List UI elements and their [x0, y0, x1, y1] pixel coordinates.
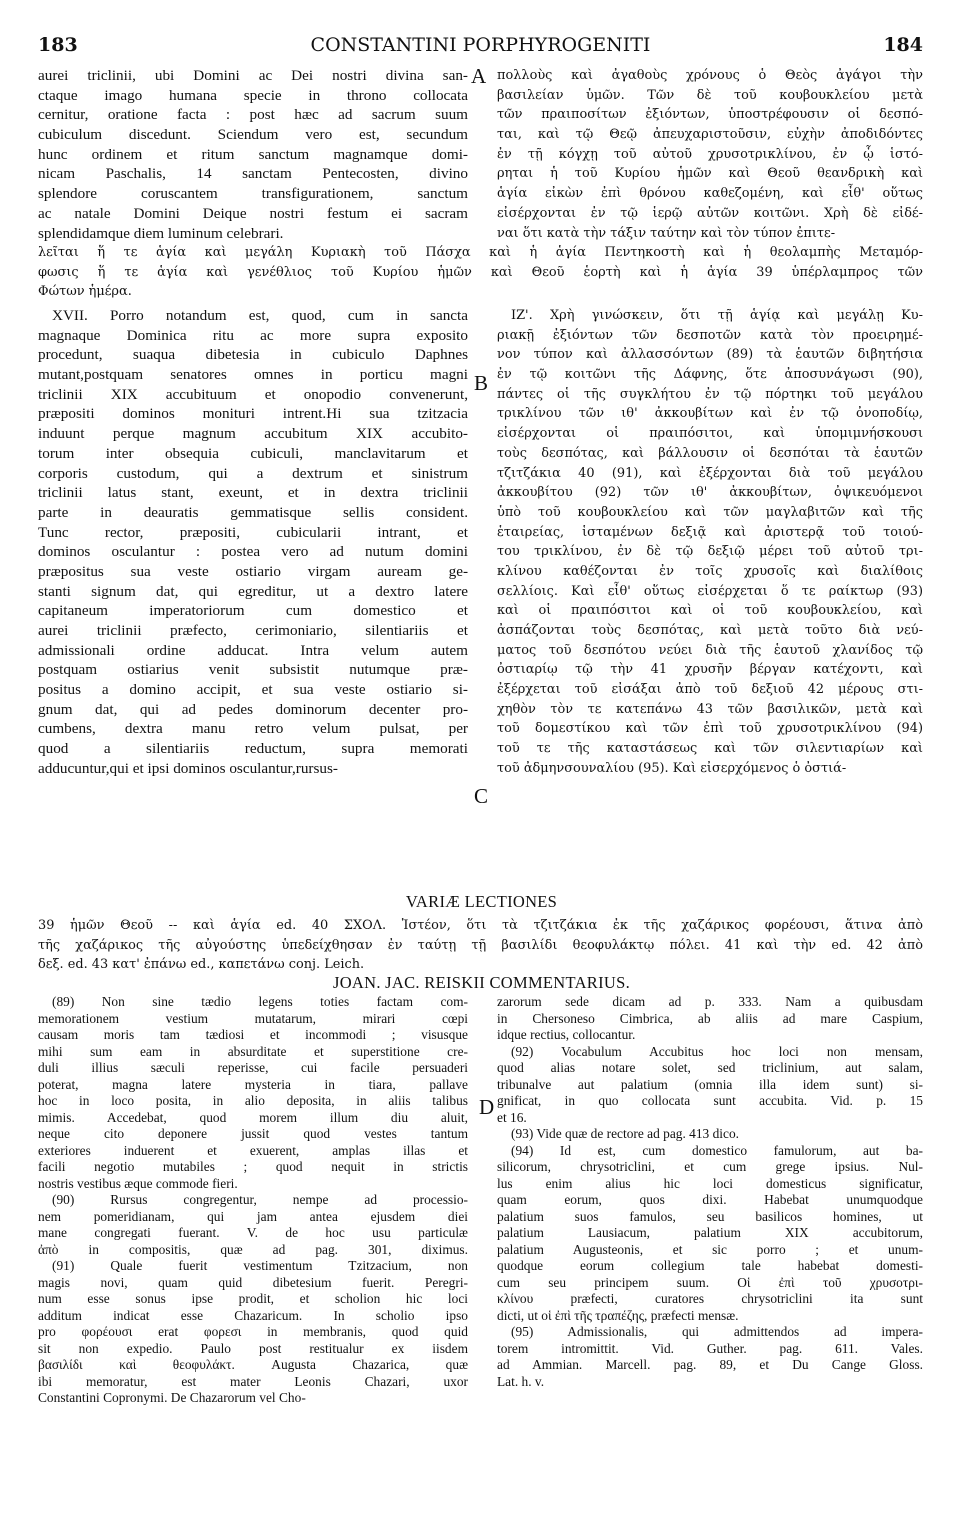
- text-line: num esse sonus ipse prodit, et scholion hic loci: [38, 1291, 468, 1306]
- greek-column-chapter-iz: [497, 306, 923, 779]
- text-line: τοῦ δομεστίκου καὶ τῶν ἐπὶ τοῦ χρυσοτρικλίνου (94): [497, 721, 923, 737]
- margin-marker-a: A: [471, 64, 487, 88]
- text-line: poterat, magna latere mysteria in tiara, pallave: [38, 1076, 468, 1092]
- text-line: λεῖται ἥ τε ἁγία καὶ μεγάλη Κυριακὴ τοῦ Πάσχα καὶ ἡ ἁγία Πεντηκοστὴ καὶ ἡ θεολαμπὴς Μεταμόρ-: [38, 245, 923, 260]
- text-line: ctaque imago humana specie in throno collocata: [38, 86, 468, 104]
- text-line: quam eorum, quos dixi. Habebat unumquodque: [497, 1192, 923, 1207]
- text-line: XVII. Porro notandum est, quod, cum in sancta: [52, 307, 468, 324]
- text-line: ἀπὸ in compositis, quæ ad pag. 301, diximus.: [38, 1241, 468, 1257]
- text-line: duli illius sæculi reperisse, cui facile persuaderi: [38, 1060, 468, 1075]
- text-line: triclinii latus stant, exeunt, et in dextra triclinii: [38, 484, 468, 502]
- text-line: splendidamque diem luminum celebrari.: [38, 224, 284, 242]
- text-line: corporis custodum, qui a dextrum et sinistrum: [38, 464, 468, 482]
- text-line: induunt perque magnum accubitum XIX accubito-: [38, 425, 468, 443]
- text-line: silicorum, chrysotriclini, et cum grege ipsius. Nul-: [497, 1159, 923, 1174]
- text-line: τρικλίνου τῶν ιθ' ἀκκουβίτων καὶ ἐν τῷ ὀνοποδίῳ,: [497, 406, 923, 422]
- text-line: mane congregati fuerant. V. de hoc usu particulæ: [38, 1225, 468, 1240]
- text-line: mimis. Accedebat, quod morem illum diu aluit,: [38, 1109, 468, 1125]
- text-line: tribunalve aut palatium (omnia illa idem sunt) si-: [497, 1076, 923, 1092]
- text-line: gnificat, in quo collocata sunt accubita. Vid. p. 15: [497, 1093, 923, 1108]
- text-line: Constantini Copronymi. De Chazarorum vel Cho-: [38, 1390, 306, 1405]
- text-line: splendore coruscantem transfigurationem, sanctum: [38, 185, 468, 203]
- text-line: δεξ. ed. 43 κατ' ἐπάνω ed., καπετάνω conj. Leich.: [38, 957, 365, 973]
- margin-marker-c: C: [474, 784, 489, 808]
- text-line: hoc in loco posita, in alio deposita, in aliis talibus: [38, 1093, 468, 1108]
- text-line: ματος τοῦ δεσπότου νεύει διὰ τῆς ἑαυτοῦ χλανίδος τῷ: [497, 642, 923, 658]
- text-line: ἑταιρείας, ἱσταμένων δεξιᾷ καὶ ἀριστερᾷ τοῦ τοιού-: [497, 524, 923, 540]
- text-line: palatium Lausiacum, palatium XIX accubitorum,: [497, 1225, 923, 1240]
- commentary-column-left: [38, 994, 468, 1407]
- text-line: εἰσέρχονται ἐν τῷ ἱερῷ αὐτῶν κοιτῶνι. Χρὴ δὲ εἰδέ-: [497, 205, 923, 221]
- text-line: hunc ordinem et ritum sanctum magnamque domi-: [38, 145, 468, 163]
- text-line: sit non expedio. Paulo post restitualur ex iisdem: [38, 1340, 468, 1356]
- text-line: capitaneum imperatoriorum cum domestico et: [38, 602, 468, 620]
- text-line: quodque eorum collegium tale habebat domesti-: [497, 1258, 923, 1273]
- text-line: nicam Paschalis, 14 sanctam Pentecosten, divino: [38, 165, 468, 183]
- text-line: palatium suos famulos, seu basilicos homines, ut: [497, 1208, 923, 1224]
- greek-column-top: [497, 66, 923, 243]
- variae-lectiones-heading: VARIÆ LECTIONES: [405, 892, 558, 911]
- text-line: nostris vestibus æque commode fieri.: [38, 1175, 238, 1191]
- text-line: ἐν τῇ κόγχῃ τοῦ αὐτοῦ χρυσοτρικλίνου, ἐν ᾧ ἱστό-: [497, 146, 923, 162]
- text-line: dicti, ut οἱ ἐπὶ τῆς τραπέζης, præfecti mensæ.: [497, 1307, 739, 1323]
- text-line: mihi sum eam in absurditate et superstitione cre-: [38, 1043, 468, 1059]
- text-line: zarorum sede dicam ad p. 333. Nam a quibusdam: [497, 994, 923, 1009]
- text-line: τῆς χαζάρικος τῆς αὐγούστης ὑπεδείχθησαν ἐν ταύτῃ τῇ βασιλίδι θεοφυλάκτῳ πόλει. 41 καὶ τὴν ed. 42 ἀπὸ: [38, 937, 923, 953]
- text-line: adducuntur,qui et ipsi dominos osculantur,rursus-: [38, 759, 338, 777]
- text-line: (93) Vide quæ de rectore ad pag. 413 dico.: [511, 1126, 740, 1141]
- text-line: (95) Admissionalis, qui admittendos ad impera-: [511, 1324, 923, 1339]
- greek-full-width: [38, 243, 923, 302]
- text-line: aurei triclinii, ubi Domini ac Dei nostri divina san-: [38, 67, 468, 84]
- text-line: facili negotio mutabiles ; quod nequit in strictis: [38, 1159, 468, 1174]
- text-line: πολλοὺς καὶ ἀγαθοὺς χρόνους ὁ Θεὸς ἀγάγοι τὴν: [497, 68, 923, 83]
- text-line: τοὺς δεσπότας, καὶ βάλλουσιν οἱ δεσπόται τὰ ἑαυτῶν: [497, 445, 923, 461]
- text-line: ται, καὶ τῷ Θεῷ ἀπευχαριστοῦσιν, εὐχὴν ἀποδιδόντες: [497, 127, 923, 143]
- text-line: præpositus sua veste ostiario virgam auream ge-: [38, 562, 468, 580]
- text-line: ΙΖ'. Χρὴ γινώσκειν, ὅτι τῇ ἁγίᾳ καὶ μεγάλῃ Κυ-: [511, 308, 923, 323]
- text-line: causam moris tam tædiosi et incommodi ; visusque: [38, 1027, 468, 1042]
- text-line: magis novi, quam quid dibetesium fuerit. Peregri-: [38, 1274, 468, 1290]
- text-line: τῶν πραιποσίτων ἐξιόντων, ὑποστρέφουσιν οἱ δεσπό-: [497, 107, 923, 123]
- text-line: ρηται ἡ τοῦ Κυρίου ἡμῶν καὶ Θεοῦ θεανδρικὴ καὶ: [497, 166, 923, 182]
- running-title: CONSTANTINI PORPHYROGENITI: [310, 34, 651, 56]
- latin-column-top: [38, 66, 468, 243]
- text-line: additum indicat esse Chazaricum. In scholio ipso: [38, 1307, 468, 1323]
- text-line: dominos osculantur : postea vero ad nutum domini: [38, 543, 468, 561]
- text-line: (89) Non sine tædio legens toties factam com-: [52, 994, 468, 1009]
- text-line: κλίνου præfecti, curatores chrysotriclini ita sunt: [497, 1291, 923, 1306]
- text-line: τοῦ ἀδμηνσουναλίου (95). Καὶ εἰσερχόμενος ὁ ὀστιά-: [497, 760, 847, 776]
- text-line: nem pomeridianam, qui jam antea ejusdem diei: [38, 1208, 468, 1224]
- text-line: mutant,postquam senatores omnes in porticu magni: [38, 366, 468, 384]
- latin-column-chapter-xvii: [38, 306, 468, 779]
- text-line: quod a silentiariis reductum, supra memorati: [38, 740, 468, 758]
- text-line: του τρικλίνου, ἐν δὲ τῷ δεξιῷ μέρει τοῦ αὐτοῦ τρι-: [497, 544, 923, 560]
- text-line: ἁγία εἰκὼν ἐπὶ θρόνου καθεζομένη, καὶ εἶθ' οὕτως: [497, 186, 923, 202]
- text-line: (94) Id est, cum domestico famulorum, aut ba-: [511, 1142, 923, 1158]
- commentary-column-right: [497, 994, 923, 1390]
- text-line: pro φορέουσι erat φορεσι in membranis, quod quid: [38, 1324, 468, 1339]
- text-line: postquam ostiarius venit subsistit nutumque præ-: [38, 661, 468, 679]
- variae-lectiones: [38, 916, 923, 975]
- text-line: Lat. h. v.: [497, 1373, 545, 1389]
- text-line: ἀσπάζονται τοὺς δεσπότας, καὶ μετὰ τοῦτο διὰ νεύ-: [497, 623, 923, 638]
- text-line: 39 ἡμῶν Θεοῦ -- καὶ ἁγία ed. 40 ΣΧΟΛ. Ἰστέον, ὅτι τὰ τζιτζάκια ἐκ τῆς χαζάρικος φορέουσι, ἅτινα ἀπὸ: [38, 918, 923, 933]
- text-line: ναι ὅτι κατὰ τὴν τάξιν ταύτην καὶ τὸν τύπον ἐπιτε-: [497, 225, 836, 241]
- text-line: cubiculum discedunt. Sciendum vero est, secundum: [38, 126, 468, 144]
- text-line: (91) Quale fuerit vestimentum Tzitzacium, non: [52, 1258, 468, 1273]
- text-line: εἰσέρχονται οἱ πραιπόσιτοι, καὶ ὑπομιμνήσκουσι: [497, 426, 923, 442]
- text-line: ibi memoratur, est mater Leonis Chazari, uxor: [38, 1373, 468, 1389]
- text-line: idque rectius, collocantur.: [497, 1027, 636, 1042]
- text-line: neque cito deponere jussit quod vestes tantum: [38, 1126, 468, 1141]
- running-header: [38, 34, 923, 58]
- text-line: cum seu principem suum. Oἱ ἐπὶ τοῦ χρυσοτρι-: [497, 1274, 923, 1290]
- text-line: triclinii XIX accubituum et onopodio convenerunt,: [38, 385, 468, 403]
- text-line: in Chersoneso Cimbrica, ab aliis ad mare Caspium,: [497, 1010, 923, 1026]
- page-number-left: 183: [38, 34, 78, 56]
- text-line: χηθὸν τὸν τε κατεπάνω 43 τῶν βασιλικῶν, μετὰ καὶ: [497, 701, 923, 717]
- text-line: καὶ οἱ πραιπόσιτοι καὶ οἱ τοῦ κουβουκλείου, καὶ: [497, 603, 923, 619]
- text-line: cernitur, oratione facta : post hæc ad sacrum suum: [38, 106, 468, 124]
- text-line: νον τύπον καὶ ἀλλασσόντων (89) τὰ ἑαυτῶν διβητήσια: [497, 347, 923, 363]
- text-line: βασιλείαν ὑμῶν. Τῶν δὲ τοῦ κουβουκλείου μετὰ: [497, 87, 923, 103]
- text-line: (90) Rursus congregentur, nempe ad processio-: [52, 1192, 468, 1207]
- text-line: admissionali ordine adducat. Intra velum autem: [38, 641, 468, 659]
- text-line: palatium Augusteonis, et sic porro ; et unum-: [497, 1241, 923, 1257]
- text-line: Tunc rector, præpositi, cubicularii intrant, et: [38, 523, 468, 541]
- text-line: ac natale Domini Deique nostri festum ei sacram: [38, 204, 468, 222]
- text-line: ad Ammian. Marcell. pag. 89, et Du Cange Gloss.: [497, 1357, 923, 1372]
- text-line: Φώτων ἡμέρα.: [38, 284, 132, 300]
- margin-marker-b: B: [474, 371, 489, 395]
- text-line: τοῦ τε τῆς καταστάσεως καὶ τῶν σιλεντιαρίων καὶ: [497, 741, 923, 757]
- text-line: φωσις ἥ τε ἁγία καὶ γενέθλιος τοῦ Κυρίου ἡμῶν καὶ Θεοῦ ἑορτὴ καὶ ἡ ἁγία 39 ὑπέρλαμπρος τῶν: [38, 264, 923, 280]
- text-line: præpositi dominos monituri intrent.Hi sua tzitzacia: [38, 405, 468, 423]
- text-line: ἐξέρχεται τοῦ εἰσάξαι ἀπὸ τοῦ δεξιοῦ 42 μέρους στι-: [497, 682, 923, 698]
- text-line: stanti signum dat, qui egreditur, ut a dextro latere: [38, 582, 468, 600]
- text-line: aurei triclinii præfecto, cerimoniario, silentiariis et: [38, 622, 468, 639]
- text-line: lus enim alius hic loci domesticus significatur,: [497, 1175, 923, 1191]
- text-line: κλίνου καθέζονται ἐν τοῖς χρυσοῖς καὶ διαλίθοις: [497, 563, 923, 579]
- text-line: magnaque Dominica ritu ac more supra exposito: [38, 326, 468, 344]
- text-line: positus a domino accipit, et sua veste ostiario si-: [38, 681, 468, 699]
- text-line: ἀκκουβίτου (92) τῶν ιθ' ἀκκουβίτων, ὀψικευόμενοι: [497, 485, 923, 501]
- text-line: et 16.: [497, 1109, 527, 1125]
- text-line: τζιτζάκια 40 (91), καὶ ἐξέρχονται διὰ τοῦ μεγάλου: [497, 465, 923, 481]
- text-line: parte in deauratis gemmatisque sellis consident.: [38, 503, 468, 521]
- text-line: gnum dat, qui ad pedes dominorum decenter pro-: [38, 700, 468, 718]
- text-line: torum inter obsequia cubiculi, manclavitarum et: [38, 444, 468, 462]
- text-line: σελλίοις. Καὶ εἶθ' οὕτως εἰσέρχεται ὅ τε ραίκτωρ (93): [497, 583, 923, 599]
- text-line: torem intromittit. Vid. Guther. pag. 611. Vales.: [497, 1340, 923, 1356]
- text-line: cumbens, dextra manu retro velum pulsat, per: [38, 720, 468, 738]
- text-line: memorationem vestium mutatarum, mirari cœpi: [38, 1010, 468, 1026]
- text-line: ἐν τῷ κοιτῶνι τῆς Δάφνης, ὅτε ἀποσυνάγωσι (90),: [497, 367, 923, 383]
- text-line: ὑπὸ τοῦ κουβουκλείου καὶ τῶν μαγλαβιτῶν καὶ τῆς: [497, 504, 923, 520]
- text-line: ριακῇ ἐξιόντων τῶν δεσποτῶν κατὰ τὸν προειρημέ-: [497, 327, 923, 343]
- margin-marker-d: D: [479, 1095, 495, 1119]
- text-line: (92) Vocabulum Accubitus hoc loci non mensam,: [511, 1043, 923, 1059]
- commentarius-heading: JOAN. JAC. REISKII COMMENTARIUS.: [332, 973, 631, 992]
- text-line: βασιλίδι καὶ θεοφυλάκτ. Augusta Chazarica, quæ: [38, 1357, 468, 1372]
- page-number-right: 184: [883, 34, 923, 56]
- text-line: πάντες οἱ τῆς συγκλήτου ἐν τῷ πόρτηκι τοῦ μεγάλου: [497, 386, 923, 402]
- text-line: ὀστιαρίῳ τῷ τὴν 41 χρυσῆν βέργαν κατέχοντι, καὶ: [497, 662, 923, 678]
- text-line: quod alias notare solet, sed triclinium, aut salam,: [497, 1060, 923, 1075]
- text-line: exteriores induerent et exuerent, amplas illas et: [38, 1142, 468, 1158]
- text-line: procedunt, suaqua dibetesia in cubiculo Daphnes: [38, 346, 468, 364]
